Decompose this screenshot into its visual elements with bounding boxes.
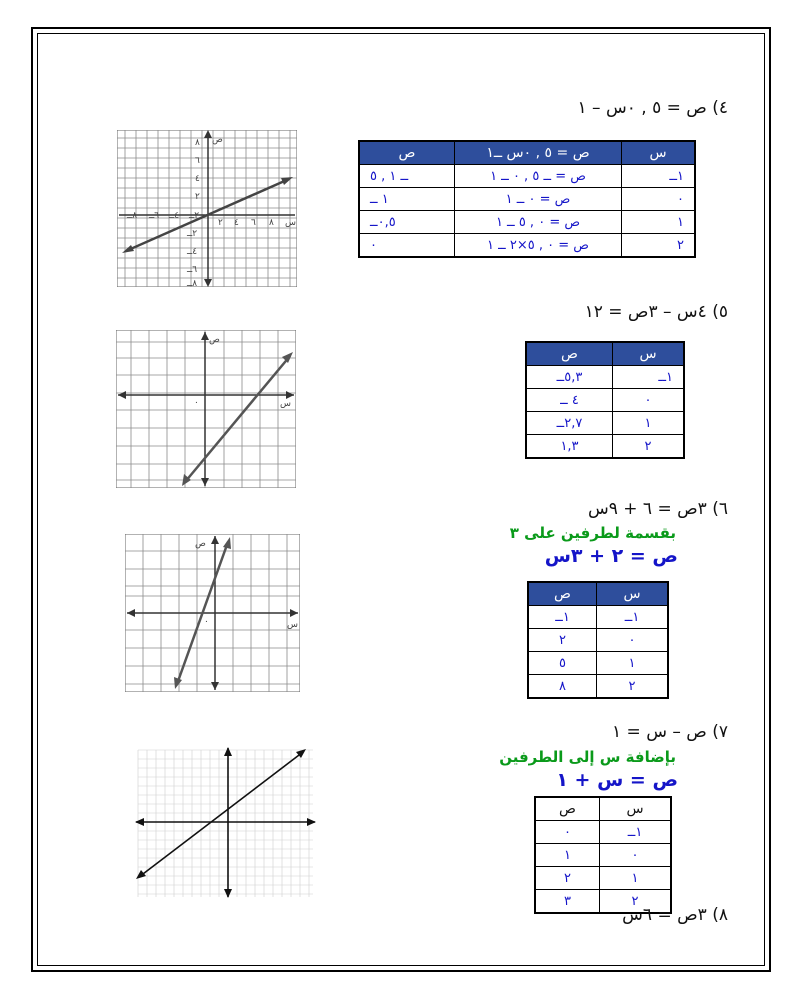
table-row [359,211,695,234]
table-cell: ٠ [597,629,669,652]
y-axis-label: ص [195,539,206,549]
arrow-head [307,818,316,826]
arrow-head [224,747,232,756]
table-cell: ٥ [528,652,597,675]
tick-label: ٢ [195,192,200,202]
problem-6-step-2: ص = ٢ + ٣س [544,545,678,567]
problem-7-value-table [534,796,672,914]
table-cell: ١ــ [622,165,696,188]
table-cell: ٤ ــ [526,389,613,412]
table-cell: ص = ٠ , ٥ ــ ١ [455,211,622,234]
arrow-head [135,818,144,826]
table-cell: ٢ [535,867,600,890]
table-header-x: س [613,342,685,366]
problem-5-equation: ٥) ٤س – ٣ص = ١٢ [584,302,728,322]
table-cell: ٣ [535,890,600,914]
problem-4-equation: ٤) ص = ٥ , ٠س – ١ [577,98,728,118]
table-cell: ٠ [622,188,696,211]
table-cell: ٢ [597,675,669,699]
table-cell: ٢ [600,890,672,914]
y-axis-label: ص [212,135,223,145]
table-cell: ١ــ [600,821,672,844]
table-cell: ٥,٣ــ [526,366,613,389]
table-cell: ١ [622,211,696,234]
table-cell: ص = ٠ ــ ١ [455,188,622,211]
tick-label: ٢ــ [189,211,200,221]
arrow-head [224,889,232,898]
table-cell: ٠ [600,844,672,867]
y-axis-label: ص [209,335,220,345]
origin-label: ٠ [204,617,209,627]
x-axis-label: س [287,620,298,630]
table-cell: ١ ــ [359,188,455,211]
table-row [526,412,684,435]
table-header-x: س [622,141,696,165]
tick-label: ٨ــ [187,279,198,287]
problem-7-step-1: بإضافة س إلى الطرفين [499,748,676,766]
table-cell: ١ [600,867,672,890]
table-cell: ص = ٠ , ٥×٢ ــ ١ [455,234,622,258]
table-cell: ١ــ [597,606,669,629]
table-row [535,867,671,890]
problem-4-value-table [358,140,696,258]
table-row [526,435,684,459]
table-cell: ١ [597,652,669,675]
arrow-head [136,870,146,879]
table-row [535,821,671,844]
table-row [359,188,695,211]
table-row [528,652,668,675]
table-cell: ١ [613,412,685,435]
table-row [528,606,668,629]
table-header-x: س [597,582,669,606]
tick-label: ٨ــ [127,211,138,221]
table-cell: ٢ [622,234,696,258]
table-cell: ٢ [613,435,685,459]
problem-6-graph [125,534,300,692]
tick-label: ٨ [195,138,200,148]
graph-frame [117,130,297,287]
table-cell: ٨ [528,675,597,699]
tick-label: ٨ [269,218,274,228]
table-header-y: ص [359,141,455,165]
table-header-rule: ص = ٥ , ٠س ــ١ [455,141,622,165]
table-row [359,165,695,188]
x-axis-label: س [280,399,291,409]
problem-6-step-1: بقسمة لطرفين على ٣ [509,524,676,542]
table-header-y: ص [535,797,600,821]
problem-7-equation: ٧) ص – س = ١ [612,722,728,742]
table-cell: ٢ [528,629,597,652]
problem-6-value-table [527,581,669,699]
table-header-x: س [600,797,672,821]
problem-5-graph [116,330,296,488]
problem-4-graph [117,130,297,287]
tick-label: ٦ــ [187,265,198,275]
table-row [526,366,684,389]
table-header-y: ص [528,582,597,606]
table-cell: ١ [535,844,600,867]
tick-label: ٦ [195,156,200,166]
problem-5-value-table [525,341,685,459]
table-cell: ٢,٧ــ [526,412,613,435]
table-row [528,675,668,699]
problem-7-graph [133,745,318,900]
tick-label: ٢ [218,218,223,228]
table-row [359,234,695,258]
graph-gridlines [138,750,313,897]
table-header-y: ص [526,342,613,366]
table-cell: ٠,٥ــ [359,211,455,234]
table-cell: ص = ــ ٥ , ٠ ــ ١ [455,165,622,188]
table-row [535,844,671,867]
table-row [526,389,684,412]
table-cell: ١ــ [613,366,685,389]
x-axis-label: س [285,218,296,228]
problem-8-equation: ٨) ٣ص = ٦س [622,905,728,925]
table-cell: ٠ [359,234,455,258]
problem-7-step-2: ص = س + ١ [556,769,678,791]
origin-label: ٠ [194,398,199,408]
table-cell: ٠ [535,821,600,844]
tick-label: ٦ــ [149,211,160,221]
problem-6-equation: ٦) ٣ص = ٦ + ٩س [587,499,728,519]
tick-label: ٦ [251,218,256,228]
tick-label: ٤ــ [169,211,180,221]
table-row [528,629,668,652]
tick-label: ٤ــ [187,247,198,257]
tick-label: ٤ [234,218,239,228]
table-cell: ١,٣ [526,435,613,459]
table-cell: ــ ١ , ٥ [359,165,455,188]
table-cell: ١ــ [528,606,597,629]
tick-label: ٢ــ [187,229,198,239]
tick-label: ٤ [195,174,200,184]
table-cell: ٠ [613,389,685,412]
